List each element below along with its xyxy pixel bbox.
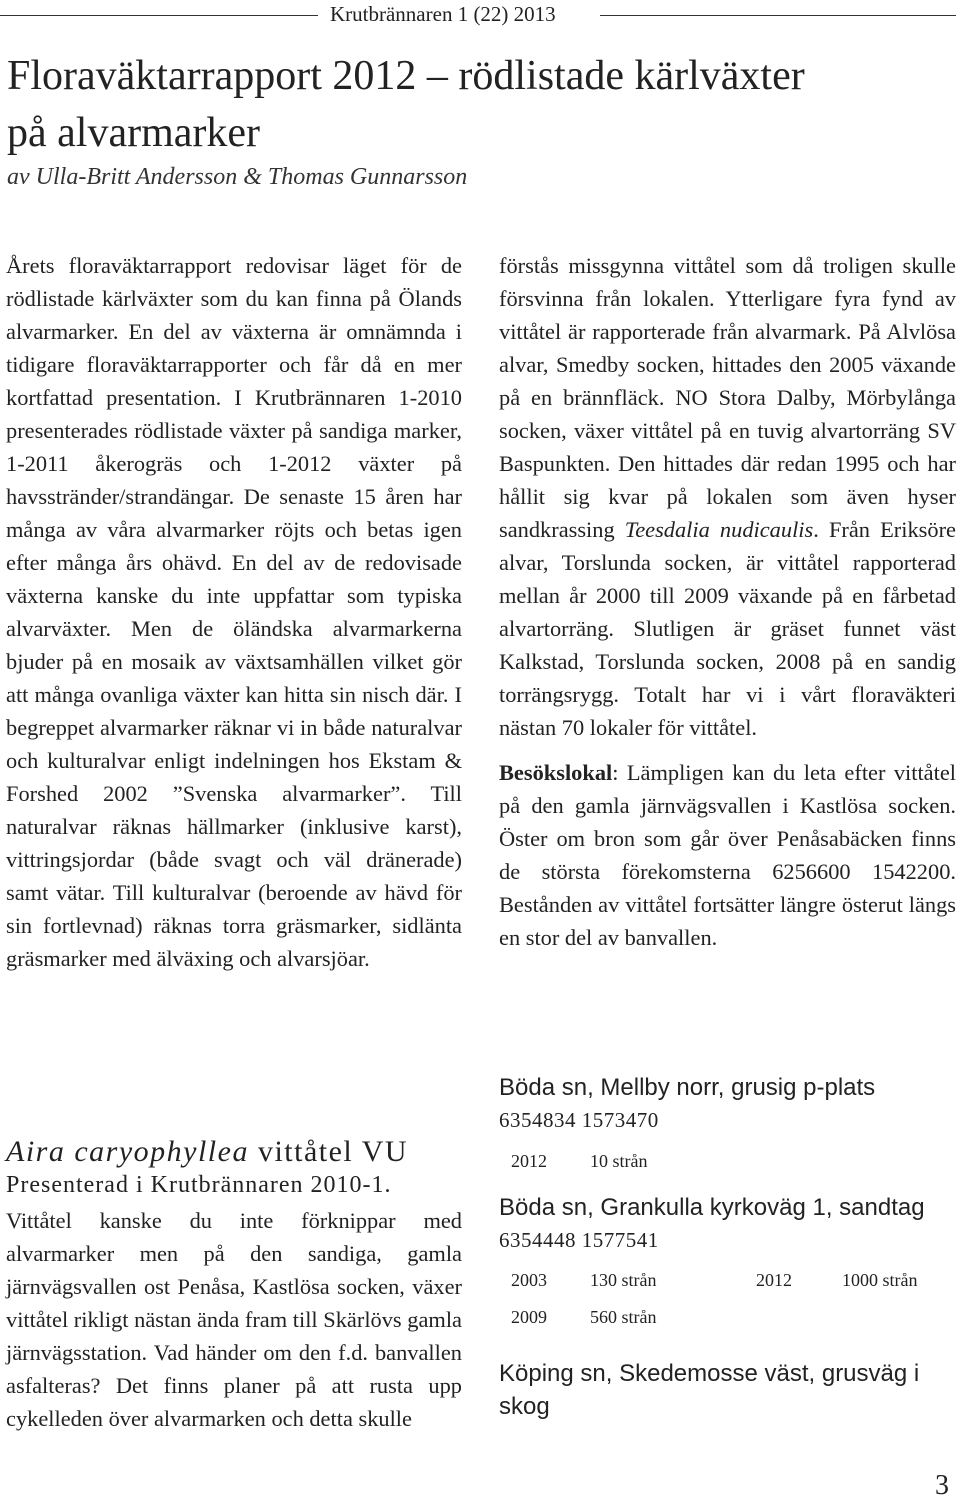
species-latin-name: Aira caryophyllea — [6, 1135, 249, 1168]
locality-name: Böda sn, Grankulla kyrkoväg 1, sandtag — [499, 1194, 925, 1221]
locality-name: Köping sn, Skedemosse väst, grusväg i skog — [499, 1360, 920, 1420]
locality-name: Böda sn, Mellby norr, grusig p-plats — [499, 1074, 876, 1101]
header-rule-right — [600, 15, 956, 16]
locality-coords: 6354834 1573470 — [499, 1108, 659, 1132]
visit-locality-text: : Lämpligen kan du leta efter vittåtel på den gamla järnvägsvallen i Kastlösa socken. Öster om bron som går över Penåsabäcken finns de största förekomsterna 6256600 1542200. Bestånden av vittåtel fortsätter längre österut längs en stor del av banvallen. — [499, 760, 956, 950]
running-header — [0, 2, 960, 28]
obs-year: 2012 — [511, 1151, 547, 1171]
teesdalia-latin-name: Teesdalia nudicaulis — [624, 517, 814, 542]
species-heading — [6, 1134, 464, 1170]
page-number: 3 — [935, 1470, 949, 1501]
obs-year: 2012 — [756, 1270, 792, 1290]
left-column-intro — [6, 249, 462, 975]
intro-paragraph: Årets floraväktarrapport redovisar läget för de rödlistade kärlväxter som du kan finna på Ölands alvarmarker. En del av växterna är omnämnda i tidigare floraväktarrapporter och får då en mer kortfattad presentation. I Krutbrännaren 1-2010 presenterades rödlistade växter på sandiga marker, 1-2011 åkerogräs och 1-2012 växter på havsstränder/strandängar. De senaste 15 åren har många av våra alvarmarker röjts och betas igen efter många års ohävd. En del av de redovisade växterna kanske du inte uppfattar som typiska alvarväxter. Men de öländska alvarmarkerna bjuder på en mosaik av växtsamhällen vilket gör att många ovanliga växter kan hitta sin nisch där. I begreppet alvarmarker räknar vi in både naturalvar och kulturalvar enligt indelningen hos Ekstam & Forshed 2002 ”Svenska alvarmarker”. Till naturalvar räknas hällmarker (inklusive karst), vittringsjordar (både svagt och väl dränerade) samt vätar. Till kulturalvar (beroende av hävd för sin fortlevnad) räknas torra gräsmarker, sidlänta gräsmarker med älväxing och alvarsjöar. — [6, 253, 462, 971]
right-column — [499, 249, 956, 954]
obs-count: 1000 strån — [842, 1270, 918, 1290]
title-line-2: på alvarmarker — [7, 110, 261, 156]
obs-count: 560 strån — [590, 1307, 657, 1327]
right-p1-text-a: förstås missgynna vittåtel som då troligen skulle försvinna från lokalen. Ytterligare fyra fynd av vittåtel är rapporterade från alvarmark. På Alvlösa alvar, Smedby socken, hittades den 2005 växande på en brännfläck. NO Stora Dalby, Mörbylånga socken, växer vittåtel på en tuvig alvartorräng SV Baspunkten. Den hittades där redan 1995 och har hållit sig kvar på lokalen som även hyser sandkrassing — [499, 253, 956, 542]
locality-coords: 6354448 1577541 — [499, 1228, 659, 1252]
obs-year: 2003 — [511, 1270, 547, 1290]
visit-locality-label: Besökslokal — [499, 760, 613, 785]
obs-year: 2009 — [511, 1307, 547, 1327]
article-title — [7, 48, 957, 162]
species-paragraph: Vittåtel kanske du inte förknippar med alvarmarker men på den sandiga, gamla järnvägsvallen ost Penåsa, Kastlösa socken, växer vittåtel rikligt nästan ända fram till Skärlövs gamla järnvägsstation. Vad händer om den f.d. banvallen asfalteras? Det finns planer på att rusta upp cykelleden över alvarmarken och detta skulle — [6, 1208, 462, 1431]
right-paragraph-1 — [499, 249, 956, 744]
left-column-species-text — [6, 1204, 462, 1435]
species-common-name: vittåtel VU — [248, 1135, 409, 1168]
right-paragraph-2 — [499, 756, 956, 954]
right-p1-text-b: . Från Eriksöre alvar, Torslunda socken, är vittåtel rapporterad mellan år 2000 till 2009 växande på en fårbetad alvartorräng. Slutligen är gräset funnet väst Kalkstad, Torslunda socken, 2008 på en sandig torrängsrygg. Totalt har vi i vårt floraväkteri nästan 70 lokaler för vittåtel. — [499, 517, 956, 740]
header-text: Krutbrännaren 1 (22) 2013 — [330, 2, 556, 26]
title-line-1: Floraväktarrapport 2012 – rödlistade kärlväxter — [7, 53, 805, 99]
obs-count: 10 strån — [590, 1151, 648, 1171]
presented-note: Presenterad i Krutbrännaren 2010-1. — [6, 1172, 392, 1198]
byline: av Ulla-Britt Andersson & Thomas Gunnarsson — [7, 164, 468, 190]
header-rule-left — [0, 15, 318, 16]
obs-count: 130 strån — [590, 1270, 657, 1290]
